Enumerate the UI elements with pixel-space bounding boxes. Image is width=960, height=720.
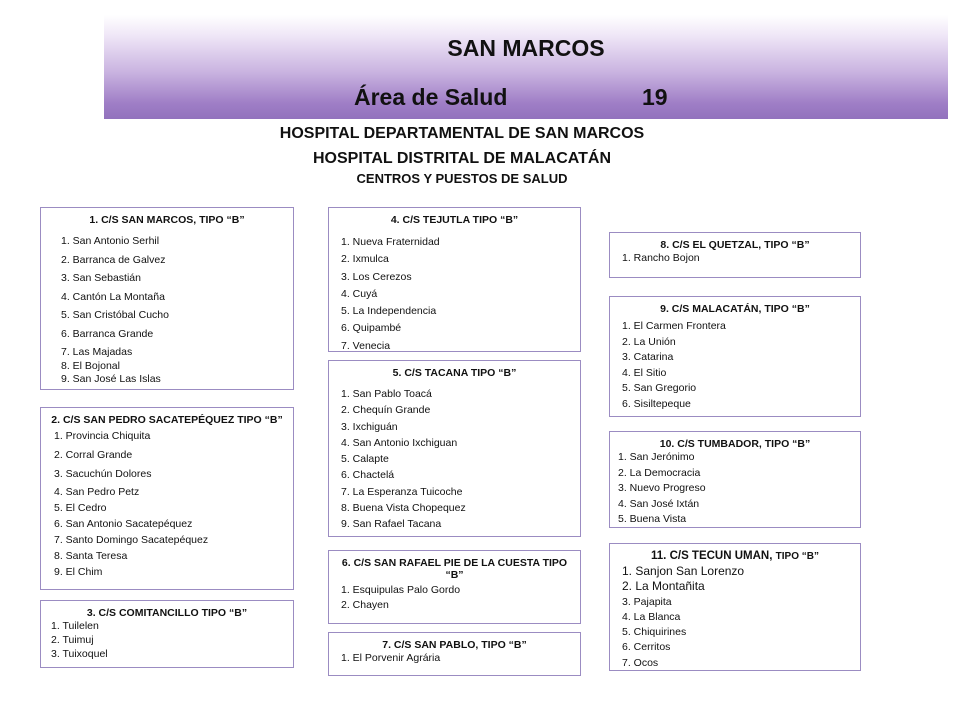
box-title: 7. C/S SAN PABLO, TIPO “B” <box>382 639 527 651</box>
list-item: 2. Chequín Grande <box>341 404 431 417</box>
list-item: 5. La Independencia <box>341 305 437 318</box>
list-item: 3. Sacuchún Dolores <box>54 468 152 480</box>
item-list <box>329 234 580 352</box>
list-item: 6. Sisiltepeque <box>622 397 691 410</box>
list-item: 5. Calapte <box>341 453 389 466</box>
list-item: 8. Buena Vista Chopequez <box>341 502 466 515</box>
item-list <box>41 619 293 661</box>
list-item: 6. Cerritos <box>622 641 671 654</box>
list-item: 3. Tuixoquel <box>51 648 108 660</box>
list-item: 9. San José Las Islas <box>61 372 161 385</box>
box-cs-san-pedro-sacatepequez <box>40 407 294 590</box>
list-item: 1. Sanjon San Lorenzo <box>622 564 745 578</box>
banner-subtitle: Área de Salud <box>354 84 508 110</box>
box-cs-tejutla <box>328 207 581 352</box>
list-item: 4. Cantón La Montaña <box>61 290 165 303</box>
box-cs-el-quetzal <box>609 232 861 278</box>
box-title: 2. C/S SAN PEDRO SACATEPÉQUEZ TIPO “B” <box>51 414 283 426</box>
item-list <box>610 251 860 265</box>
list-item: 4. San Pedro Petz <box>54 486 140 498</box>
heading-health-centers: CENTROS Y PUESTOS DE SALUD <box>356 171 568 186</box>
list-item: 5. San Cristóbal Cucho <box>61 309 169 322</box>
box-title: 6. C/S SAN RAFAEL PIE DE LA CUESTA TIPO “B” <box>341 557 568 581</box>
item-list <box>329 386 580 533</box>
item-list <box>329 583 580 613</box>
list-item: 1. Esquipulas Palo Gordo <box>341 584 461 596</box>
list-item: 2. Tuimuj <box>51 634 94 646</box>
banner-area-number: 19 <box>642 84 668 110</box>
list-item: 5. San Gregorio <box>622 382 697 394</box>
box-title: 9. C/S MALACATÁN, TIPO “B” <box>660 303 810 315</box>
list-item: 4. La Blanca <box>622 610 681 623</box>
box-cs-san-rafael-pie-de-la-cuesta <box>328 550 581 624</box>
list-item: 1. Rancho Bojon <box>622 252 700 264</box>
list-item: 3. Los Cerezos <box>341 270 412 283</box>
list-item: 4. El Sitio <box>622 366 667 379</box>
list-item: 1. El Carmen Frontera <box>622 320 726 332</box>
list-item: 7. Santo Domingo Sacatepéquez <box>54 534 209 546</box>
title-banner <box>104 15 948 119</box>
box-title: 5. C/S TACANA TIPO “B” <box>392 367 517 379</box>
box-title-main: 11. C/S TECUN UMAN, <box>651 550 773 562</box>
list-item: 5. El Cedro <box>54 502 107 514</box>
box-title: 3. C/S COMITANCILLO TIPO “B” <box>86 607 248 619</box>
list-item: 7. Venecia <box>341 339 391 352</box>
box-cs-tacana <box>328 360 581 537</box>
item-list <box>610 319 860 412</box>
list-item: 3. Pajapita <box>622 595 672 608</box>
list-item: 6. Quipambé <box>341 322 402 335</box>
box-cs-tumbador <box>609 431 861 528</box>
list-item: 5. Chiquirines <box>622 626 687 639</box>
box-title: 10. C/S TUMBADOR, TIPO “B” <box>659 438 811 450</box>
list-item: 1. San Antonio Serhil <box>61 235 160 247</box>
list-item: 2. La Unión <box>622 335 676 348</box>
list-item: 2. Ixmulca <box>341 253 389 266</box>
list-item: 3. San Sebastián <box>61 272 141 285</box>
list-item: 4. Cuyá <box>341 287 378 300</box>
list-item: 7. La Esperanza Tuicoche <box>341 485 463 498</box>
list-item: 1. San Pablo Toacá <box>341 388 432 400</box>
item-list <box>41 232 293 386</box>
list-item: 3. Catarina <box>622 351 674 363</box>
box-title-type: TIPO “B” <box>775 551 819 562</box>
heading-district-hospital: HOSPITAL DISTRITAL DE MALACATÁN <box>312 150 612 167</box>
list-item: 6. Barranca Grande <box>61 327 154 340</box>
box-title: 4. C/S TEJUTLA TIPO “B” <box>390 214 519 226</box>
box-title: 8. C/S EL QUETZAL, TIPO “B” <box>660 239 810 251</box>
list-item: 1. Tuilelen <box>51 620 99 632</box>
box-cs-san-pablo <box>328 632 581 676</box>
box-cs-comitancillo <box>40 600 294 668</box>
list-item: 8. El Bojonal <box>61 359 120 372</box>
list-item: 2. Barranca de Galvez <box>61 253 166 266</box>
list-item: 6. Chactelá <box>341 469 395 482</box>
list-item: 4. San Antonio Ixchiguan <box>341 436 458 449</box>
item-list <box>610 450 860 528</box>
list-item: 3. Ixchiguán <box>341 420 398 433</box>
list-item: 2. La Democracia <box>618 466 701 479</box>
list-item: 1. El Porvenir Agrária <box>341 652 441 664</box>
box-cs-malacatan <box>609 296 861 417</box>
list-item: 5. Buena Vista <box>618 513 687 525</box>
item-list <box>41 427 293 580</box>
list-item: 2. Chayen <box>341 599 389 611</box>
item-list <box>610 564 860 671</box>
box-cs-san-marcos <box>40 207 294 390</box>
heading-departmental-hospital: HOSPITAL DEPARTAMENTAL DE SAN MARCOS <box>279 125 645 142</box>
list-item: 1. San Jerónimo <box>618 451 695 463</box>
item-list <box>329 651 580 665</box>
list-item: 9. El Chim <box>54 566 103 578</box>
list-item: 7. Ocos <box>622 656 659 669</box>
list-item: 4. San José Ixtán <box>618 497 700 510</box>
list-item: 1. Nueva Fraternidad <box>341 236 440 248</box>
list-item: 3. Nuevo Progreso <box>618 482 706 494</box>
list-item: 8. Santa Teresa <box>54 550 128 562</box>
list-item: 9. San Rafael Tacana <box>341 518 442 531</box>
list-item: 7. Las Majadas <box>61 345 133 358</box>
box-title <box>610 550 860 563</box>
list-item: 2. Corral Grande <box>54 449 133 461</box>
list-item: 1. Provincia Chiquita <box>54 430 151 442</box>
list-item: 2. La Montañita <box>622 579 705 594</box>
box-title: 1. C/S SAN MARCOS, TIPO “B” <box>89 214 245 226</box>
banner-title: SAN MARCOS <box>447 35 605 61</box>
list-item: 6. San Antonio Sacatepéquez <box>54 518 193 530</box>
box-cs-tecun-uman <box>609 543 861 671</box>
